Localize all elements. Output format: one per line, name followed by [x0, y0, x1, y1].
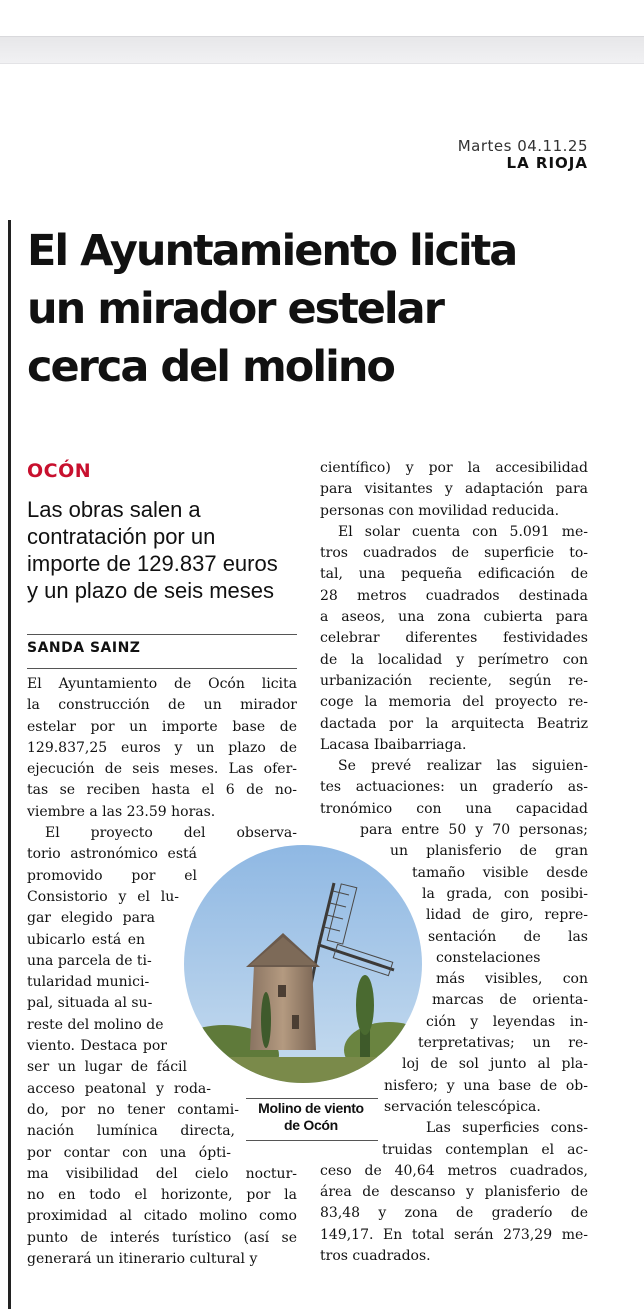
- body-line: generará un itinerario cultural y: [27, 1251, 258, 1268]
- body-line: científico) y por la accesibilidad: [320, 460, 588, 476]
- headline-line: un mirador estelar: [27, 284, 443, 334]
- body-line: 28 metros cuadrados destinada: [320, 587, 588, 604]
- body-line: nisfero; y una base de ob-: [384, 1077, 588, 1094]
- body-line: no en todo el horizonte, por la: [27, 1187, 297, 1204]
- body-line: tamaño visible desde: [412, 864, 588, 881]
- caption-line: de Ocón: [284, 1117, 338, 1133]
- body-line: tros cuadrados de superficie to-: [320, 545, 588, 562]
- body-line: 83,48 y zona de graderío de: [320, 1205, 588, 1222]
- author-byline: SANDA SAINZ: [27, 640, 141, 656]
- windmill-image: [184, 845, 422, 1083]
- body-line: El Ayuntamiento de Ocón licita: [27, 676, 297, 692]
- body-line: la grada, con posibi-: [422, 885, 588, 902]
- body-line: promovido por el: [27, 867, 197, 884]
- left-margin-rule: [8, 220, 11, 1309]
- body-line: ubicarlo está en: [27, 931, 145, 948]
- body-line: viembre a las 23.59 horas.: [27, 803, 216, 820]
- body-line: marcas de orienta-: [432, 992, 588, 1009]
- body-line: coge la memoria del proyecto re-: [320, 694, 588, 711]
- body-line: El proyecto del observa-: [45, 825, 297, 842]
- body-line: área de descanso y planisferio de: [320, 1184, 588, 1201]
- body-line: Lacasa Ibaibarriaga.: [320, 736, 467, 753]
- body-line: ción y leyendas in-: [426, 1013, 588, 1030]
- body-line: dactada por la arquitecta Beatriz: [320, 715, 588, 732]
- body-line: loj de sol junto al pla-: [402, 1056, 588, 1073]
- body-line: ser un lugar de fácil: [27, 1059, 187, 1076]
- deck-line: Las obras salen a: [27, 497, 201, 522]
- body-line: a aseos, una zona cubierta para: [320, 609, 588, 626]
- body-line: El solar cuenta con 5.091 me-: [338, 523, 588, 540]
- body-line: ejecución de seis meses. Las ofer-: [27, 761, 297, 778]
- body-line: de la localidad y perímetro con: [320, 651, 588, 668]
- photo-caption: [246, 1100, 376, 1134]
- body-line: do, por no tener contami-: [27, 1101, 239, 1118]
- section-label: OCÓN: [27, 460, 92, 482]
- headline-line: cerca del molino: [27, 342, 394, 392]
- headline-line: El Ayuntamiento licita: [27, 226, 517, 276]
- body-line: ma visibilidad del cielo noctur-: [27, 1165, 297, 1182]
- body-line: tularidad munici-: [27, 974, 150, 991]
- page-header: [458, 137, 588, 172]
- body-line: Las superficies cons-: [426, 1120, 588, 1137]
- body-line: por contar con una ópti-: [27, 1144, 231, 1161]
- body-line: tal, una pequeña edificación de: [320, 566, 588, 583]
- caption-rule-top: [246, 1098, 378, 1099]
- body-line: terpretativas; un re-: [418, 1035, 588, 1052]
- body-line: tronómico con una capacidad: [320, 800, 588, 817]
- newspaper-name: LA RIOJA: [506, 154, 588, 172]
- body-line: una parcela de ti-: [27, 952, 152, 969]
- body-line: pal, situada al su-: [27, 995, 153, 1012]
- body-line: gar elegido para: [27, 910, 155, 927]
- body-line: tes actuaciones: un graderío as-: [320, 779, 588, 796]
- caption-rule-bottom: [246, 1140, 378, 1141]
- body-line: más visibles, con: [436, 971, 588, 988]
- byline-rule-bottom: [27, 668, 297, 669]
- body-line: 129.837,25 euros y un plazo de: [27, 739, 297, 756]
- byline-rule-top: [27, 634, 297, 635]
- deck-line: importe de 129.837 euros: [27, 551, 278, 576]
- body-line: servación telescópica.: [384, 1098, 541, 1115]
- body-line: personas con movilidad reducida.: [320, 502, 560, 519]
- body-line: punto de interés turístico (así se: [27, 1229, 297, 1246]
- body-line: para entre 50 y 70 personas;: [360, 822, 588, 839]
- body-line: nación lumínica directa,: [27, 1123, 235, 1140]
- body-line: ceso de 40,64 metros cuadrados,: [320, 1162, 588, 1179]
- body-line: celebrar diferentes festividades: [320, 630, 588, 647]
- body-line: 149,17. En total serán 273,29 me-: [320, 1226, 588, 1243]
- body-line: tros cuadrados.: [320, 1247, 431, 1264]
- body-line: sentación de las: [428, 928, 588, 945]
- body-line: viento. Destaca por: [27, 1038, 167, 1055]
- body-line: Consistorio y el lu-: [27, 888, 179, 905]
- body-line: truidas contemplan el ac-: [382, 1141, 588, 1158]
- windmill-photo: [184, 845, 422, 1083]
- body-line: lidad de giro, repre-: [426, 907, 588, 924]
- body-line: tas se reciben hasta el 6 de no-: [27, 782, 297, 799]
- deck-subtitle: [27, 496, 299, 604]
- body-line: para visitantes y adaptación para: [320, 481, 588, 498]
- issue-date: Martes 04.11.25: [457, 137, 588, 155]
- body-line: torio astronómico está: [27, 846, 197, 863]
- headline: [27, 222, 627, 396]
- body-line: constelaciones: [436, 949, 541, 966]
- body-line: proximidad al citado molino como: [27, 1208, 297, 1225]
- body-line: la construcción de un mirador: [27, 697, 297, 714]
- browser-top-bar: [0, 0, 644, 68]
- deck-line: y un plazo de seis meses: [27, 578, 275, 603]
- body-line: estelar por un importe base de: [27, 718, 297, 735]
- body-line: reste del molino de: [27, 1016, 164, 1033]
- deck-line: contratación por un: [27, 524, 216, 549]
- body-line: acceso peatonal y roda-: [27, 1080, 211, 1097]
- body-line: urbanización reciente, según re-: [320, 672, 588, 689]
- top-strip: [0, 36, 644, 64]
- body-line: un planisferio de gran: [390, 843, 588, 860]
- body-line: Se prevé realizar las siguien-: [338, 758, 588, 775]
- caption-line: Molino de viento: [258, 1100, 364, 1116]
